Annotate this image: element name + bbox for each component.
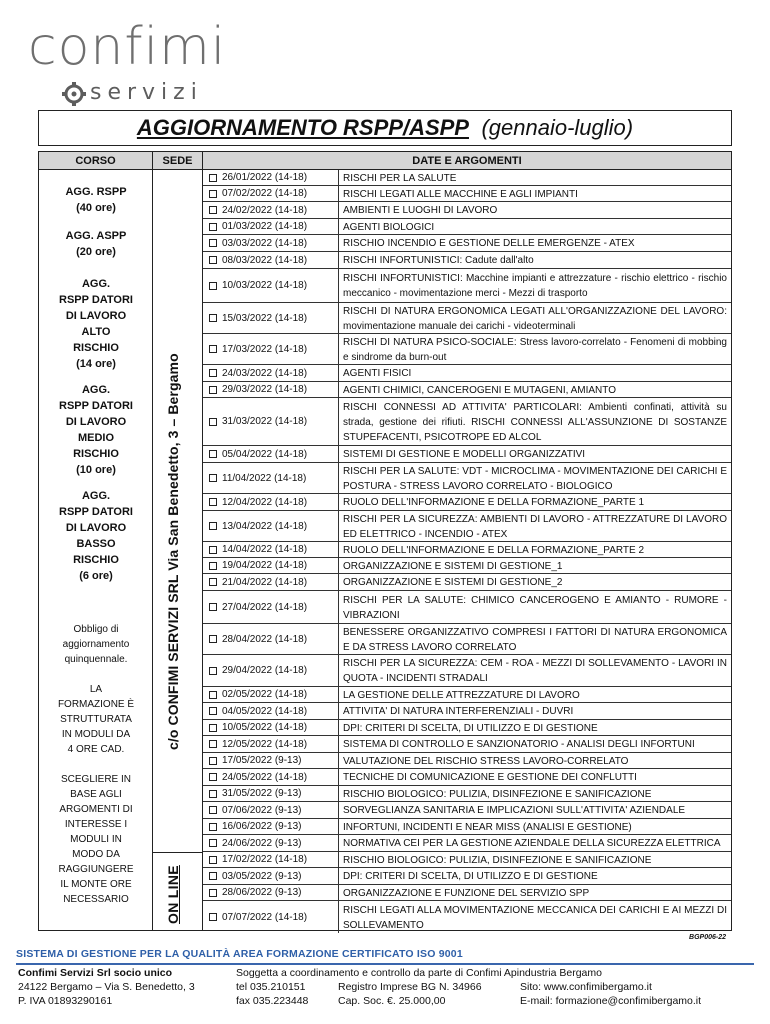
course-line: RISCHIO — [73, 554, 119, 566]
session-topic: VALUTAZIONE DEL RISCHIO STRESS LAVORO-CORRELATO — [343, 755, 629, 767]
session-checkbox[interactable] — [209, 872, 217, 880]
session-row — [203, 655, 731, 687]
note-line: IL MONTE ORE — [60, 879, 132, 890]
session-date: 13/04/2022 (14-18) — [222, 520, 308, 532]
session-date: 24/05/2022 (14-18) — [222, 771, 308, 783]
session-checkbox[interactable] — [209, 603, 217, 611]
session-row — [203, 494, 731, 511]
session-topic-cell — [339, 655, 731, 686]
session-row — [203, 446, 731, 463]
session-row — [203, 769, 731, 786]
note-line: STRUTTURATA — [60, 714, 132, 725]
session-checkbox[interactable] — [209, 190, 217, 198]
session-row — [203, 463, 731, 494]
session-checkbox[interactable] — [209, 522, 217, 530]
session-date-cell — [203, 624, 339, 654]
footer-rule — [16, 963, 754, 965]
session-checkbox[interactable] — [209, 256, 217, 264]
document-period: (gennaio-luglio) — [481, 115, 634, 140]
session-checkbox[interactable] — [209, 691, 217, 699]
session-topic-cell — [339, 819, 731, 834]
session-date-cell — [203, 186, 339, 201]
session-row — [203, 365, 731, 382]
session-topic-cell — [339, 687, 731, 702]
session-checkbox[interactable] — [209, 498, 217, 506]
session-date-cell — [203, 202, 339, 218]
session-date-cell — [203, 720, 339, 735]
note-line: MODULI IN — [70, 834, 122, 845]
session-topic: AMBIENTI E LUOGHI DI LAVORO — [343, 205, 498, 216]
session-date-cell — [203, 334, 339, 364]
session-topic: BENESSERE ORGANIZZATIVO COMPRESI I FATTORI DI NATURA ERGONOMICA E DA STRESS LAVORO CORRELATO — [343, 626, 727, 653]
session-checkbox[interactable] — [209, 282, 217, 290]
course-line: AGG. ASPP — [65, 230, 127, 242]
session-row — [203, 186, 731, 202]
session-date-cell — [203, 736, 339, 752]
course-hours: (20 ore) — [76, 246, 116, 258]
sede-online: ON LINE — [165, 865, 181, 924]
session-topic: ATTIVITA' DI NATURA INTERFERENZIALI - DUVRI — [343, 706, 574, 717]
course-datori-medio — [39, 382, 153, 478]
session-date: 02/05/2022 (14-18) — [222, 689, 308, 700]
session-row — [203, 624, 731, 655]
course-datori-alto — [39, 276, 153, 372]
logo-subword: servizi — [90, 80, 203, 105]
session-date: 12/04/2022 (14-18) — [222, 496, 308, 508]
schedule-table — [38, 151, 732, 931]
sede-divider — [153, 852, 203, 853]
session-date: 04/05/2022 (14-18) — [222, 705, 308, 717]
session-checkbox[interactable] — [209, 790, 217, 798]
session-row — [203, 720, 731, 736]
document-code: BGP006-22 — [689, 934, 726, 941]
note-obbligo — [39, 622, 153, 667]
course-line: BASSO — [76, 538, 116, 550]
document-title-box — [38, 110, 732, 146]
session-checkbox[interactable] — [209, 223, 217, 231]
session-row — [203, 901, 731, 933]
session-date: 26/01/2022 (14-18) — [222, 172, 308, 183]
session-checkbox[interactable] — [209, 757, 217, 765]
note-line: LA — [89, 684, 103, 695]
note-line: NECESSARIO — [63, 894, 129, 905]
session-topic-cell — [339, 802, 731, 818]
header-sede: SEDE — [153, 152, 203, 170]
session-date: 17/02/2022 (14-18) — [222, 854, 308, 865]
session-topic-cell — [339, 219, 731, 234]
session-date: 05/04/2022 (14-18) — [222, 448, 308, 460]
session-date-cell — [203, 703, 339, 719]
session-checkbox[interactable] — [209, 174, 217, 182]
footer-fax: fax 035.223448 — [236, 995, 309, 1007]
session-topic: RUOLO DELL'INFORMAZIONE E DELLA FORMAZIONE_PARTE 2 — [343, 544, 645, 556]
session-checkbox[interactable] — [209, 562, 217, 570]
session-checkbox[interactable] — [209, 578, 217, 586]
session-checkbox[interactable] — [209, 345, 217, 353]
course-hours: (14 ore) — [76, 358, 116, 370]
session-date-cell — [203, 398, 339, 445]
session-topic: RISCHIO BIOLOGICO: PULIZIA, DISINFEZIONE E SANIFICAZIONE — [343, 854, 652, 866]
session-date-cell — [203, 753, 339, 768]
session-date: 16/06/2022 (9-13) — [222, 821, 302, 832]
session-topic-cell — [339, 542, 731, 557]
session-row — [203, 819, 731, 835]
session-date-cell — [203, 819, 339, 834]
session-date: 17/03/2022 (14-18) — [222, 343, 308, 355]
course-line: AGG. — [81, 384, 111, 396]
session-checkbox[interactable] — [209, 889, 217, 897]
session-checkbox[interactable] — [209, 839, 217, 847]
note-line: IN MODULI DA — [61, 729, 131, 740]
session-date-cell — [203, 170, 339, 185]
session-checkbox[interactable] — [209, 806, 217, 814]
footer-address: 24122 Bergamo – Via S. Benedetto, 3 — [18, 981, 195, 993]
session-topic: RISCHI LEGATI ALLA MOVIMENTAZIONE MECCANICA DEI CARICHI E AI MEZZI DI SOLLEVAMENTO — [343, 904, 727, 931]
note-line: aggiornamento — [62, 639, 130, 650]
session-date: 17/05/2022 (9-13) — [222, 755, 302, 766]
session-topic-cell — [339, 269, 731, 302]
session-row — [203, 511, 731, 542]
session-date: 29/04/2022 (14-18) — [222, 665, 308, 676]
session-topic-cell — [339, 558, 731, 573]
session-topic-cell — [339, 753, 731, 768]
session-date-cell — [203, 769, 339, 785]
session-date: 28/04/2022 (14-18) — [222, 633, 308, 645]
session-row — [203, 235, 731, 252]
session-topic-cell — [339, 334, 731, 364]
session-topic-cell — [339, 398, 731, 445]
session-topic: RISCHI LEGATI ALLE MACCHINE E AGLI IMPIANTI — [343, 188, 578, 200]
session-topic: AGENTI BIOLOGICI — [343, 221, 435, 233]
session-checkbox[interactable] — [209, 740, 217, 748]
session-date-cell — [203, 655, 339, 686]
session-topic: SISTEMA DI CONTROLLO E SANZIONATORIO - ANALISI DEGLI INFORTUNI — [343, 739, 695, 750]
course-line: RISCHIO — [73, 448, 119, 460]
session-date-cell — [203, 852, 339, 867]
session-row — [203, 542, 731, 558]
session-topic-cell — [339, 303, 731, 333]
session-topic: RISCHI INFORTUNISTICI: Macchine impianti e attrezzature - rischio elettrico - rischio meccanico - movimentazione merci - Mezzi di trasporto — [343, 273, 727, 299]
note-line: MODO DA — [72, 849, 120, 860]
session-topic: RISCHI DI NATURA PSICO-SOCIALE: Stress lavoro-correlato - Fenomeni di mobbing e sindrome da burn-out — [343, 336, 727, 363]
session-row — [203, 558, 731, 574]
course-line: RSPP DATORI — [59, 400, 133, 412]
session-topic: ORGANIZZAZIONE E SISTEMI DI GESTIONE_2 — [343, 577, 563, 588]
course-hours: (10 ore) — [76, 464, 116, 476]
course-line: DI LAVORO — [65, 416, 127, 428]
session-checkbox[interactable] — [209, 823, 217, 831]
session-topic-cell — [339, 769, 731, 785]
note-line: INTERESSE I — [64, 819, 128, 830]
session-row — [203, 202, 731, 219]
session-topic-cell — [339, 852, 731, 867]
footer-company: Confimi Servizi Srl socio unico — [18, 967, 173, 979]
logo-wordmark: confimi — [28, 17, 227, 77]
session-date-cell — [203, 558, 339, 573]
session-topic: RISCHI INFORTUNISTICI: Cadute dall'alto — [343, 255, 534, 266]
session-topic-cell — [339, 868, 731, 884]
session-topic-cell — [339, 885, 731, 900]
session-date: 27/04/2022 (14-18) — [222, 601, 308, 613]
course-line: RISCHIO — [73, 342, 119, 354]
session-checkbox[interactable] — [209, 386, 217, 394]
footer-capsoc: Cap. Soc. €. 25.000,00 — [338, 995, 446, 1007]
session-checkbox[interactable] — [209, 773, 217, 781]
session-topic: RISCHIO BIOLOGICO: PULIZIA, DISINFEZIONE E SANIFICAZIONE — [343, 788, 652, 800]
session-date: 19/04/2022 (14-18) — [222, 560, 308, 571]
session-date: 01/03/2022 (14-18) — [222, 221, 308, 232]
session-topic: ORGANIZZAZIONE E FUNZIONE DEL SERVIZIO SPP — [343, 887, 590, 899]
session-topic-cell — [339, 252, 731, 268]
course-rspp — [39, 184, 153, 216]
session-checkbox[interactable] — [209, 707, 217, 715]
sede-column — [153, 170, 203, 930]
session-row — [203, 835, 731, 852]
confimi-servizi-logo — [28, 17, 268, 105]
session-date: 21/04/2022 (14-18) — [222, 576, 308, 588]
footer-email: E-mail: formazione@confimibergamo.it — [520, 995, 702, 1007]
session-row — [203, 885, 731, 901]
session-date-cell — [203, 494, 339, 510]
note-scegliere — [39, 772, 153, 907]
footer-website: Sito: www.confimibergamo.it — [520, 981, 652, 993]
session-date-cell — [203, 901, 339, 933]
course-line: ALTO — [81, 326, 111, 338]
session-topic: RISCHI PER LA SALUTE — [343, 172, 457, 184]
session-date-cell — [203, 382, 339, 397]
session-topic: TECNICHE DI COMUNICAZIONE E GESTIONE DEI CONFLUTTI — [343, 772, 637, 783]
session-topic-cell — [339, 574, 731, 590]
course-line: AGG. — [81, 278, 111, 290]
session-checkbox[interactable] — [209, 450, 217, 458]
session-date: 31/05/2022 (9-13) — [222, 788, 302, 799]
session-topic-cell — [339, 365, 731, 381]
session-checkbox[interactable] — [209, 667, 217, 675]
session-date: 03/05/2022 (9-13) — [222, 870, 302, 882]
session-date: 12/05/2022 (14-18) — [222, 738, 308, 750]
course-column — [39, 170, 153, 930]
session-date-cell — [203, 446, 339, 462]
session-date: 10/05/2022 (14-18) — [222, 722, 308, 733]
session-date: 15/03/2022 (14-18) — [222, 312, 308, 324]
session-row — [203, 786, 731, 802]
session-topic: ORGANIZZAZIONE E SISTEMI DI GESTIONE_1 — [343, 560, 563, 572]
session-date-cell — [203, 687, 339, 702]
document-title: AGGIORNAMENTO RSPP/ASPP — [136, 115, 469, 140]
session-row — [203, 252, 731, 269]
session-topic: RISCHI PER LA SICUREZZA: CEM - ROA - MEZZI DI SOLLEVAMENTO - LAVORI IN QUOTA - INCIDENTI STRADALI — [343, 658, 727, 684]
note-line: RAGGIUNGERE — [58, 864, 134, 875]
session-row — [203, 868, 731, 885]
session-topic: DPI: CRITERI DI SCELTA, DI UTILIZZO E DI GESTIONE — [343, 722, 598, 734]
session-date-cell — [203, 574, 339, 590]
note-line: BASE AGLI — [70, 789, 122, 800]
session-row — [203, 170, 731, 186]
session-topic-cell — [339, 786, 731, 801]
session-checkbox[interactable] — [209, 314, 217, 322]
session-row — [203, 219, 731, 235]
session-checkbox[interactable] — [209, 474, 217, 482]
session-date: 28/06/2022 (9-13) — [222, 887, 302, 898]
session-date: 07/06/2022 (9-13) — [222, 804, 302, 816]
footer-piva: P. IVA 01893290161 — [18, 995, 113, 1007]
footer-tel: tel 035.210151 — [236, 981, 306, 993]
course-hours: (40 ore) — [76, 202, 116, 214]
session-date-cell — [203, 802, 339, 818]
session-topic-cell — [339, 736, 731, 752]
session-topic: RISCHIO INCENDIO E GESTIONE DELLE EMERGENZE - ATEX — [343, 238, 635, 249]
session-date-cell — [203, 542, 339, 557]
note-line: SCEGLIERE IN — [60, 774, 132, 785]
session-topic: RISCHI CONNESSI AD ATTIVITA' PARTICOLARI: Ambienti confinati, attività su strada, gestione dei rifiuti. RISCHI CONNESSI ALL'ASSUNZIONE DI SOSTANZE STUPEFACENTI, PSICOTROPE ED ALCOL — [343, 401, 727, 443]
session-topic-cell — [339, 463, 731, 493]
course-datori-basso — [39, 488, 153, 584]
session-date-cell — [203, 835, 339, 851]
session-topic: AGENTI FISICI — [343, 368, 412, 379]
note-line: quinquennale. — [64, 654, 128, 665]
gear-icon — [60, 82, 88, 106]
session-row — [203, 802, 731, 819]
session-topic: RUOLO DELL'INFORMAZIONE E DELLA FORMAZIONE_PARTE 1 — [343, 497, 645, 508]
header-corso: CORSO — [39, 152, 153, 170]
session-date: 03/03/2022 (14-18) — [222, 237, 308, 249]
session-topic-cell — [339, 703, 731, 719]
session-row — [203, 574, 731, 591]
session-topic-cell — [339, 835, 731, 851]
session-topic-cell — [339, 382, 731, 397]
session-date-cell — [203, 219, 339, 234]
session-topic: RISCHI PER LA SALUTE: VDT - MICROCLIMA - MOVIMENTAZIONE DEI CARICHI E POSTURA - STRESS LAVORO CORRELATO - BIOLOGICO — [343, 465, 727, 492]
session-topic: NORMATIVA CEI PER LA GESTIONE AZIENDALE DELLA SICUREZZA ELETTRICA — [343, 838, 721, 849]
session-row — [203, 398, 731, 446]
session-row — [203, 269, 731, 303]
footer-coordination: Soggetta a coordinamento e controllo da parte di Confimi Apindustria Bergamo — [236, 967, 602, 979]
session-topic: SISTEMI DI GESTIONE E MODELLI ORGANIZZATIVI — [343, 449, 586, 460]
session-date: 10/03/2022 (14-18) — [222, 280, 308, 291]
session-topic: RISCHI PER LA SICUREZZA: AMBIENTI DI LAVORO - ATTREZZATURE DI LAVORO ED ELETTRICO - INCENDIO - ATEX — [343, 513, 727, 540]
course-line: DI LAVORO — [65, 522, 127, 534]
session-checkbox[interactable] — [209, 635, 217, 643]
session-date-cell — [203, 235, 339, 251]
session-date: 07/07/2022 (14-18) — [222, 911, 308, 923]
note-line: Obbligo di — [73, 624, 119, 635]
session-checkbox[interactable] — [209, 206, 217, 214]
session-topic: RISCHI DI NATURA ERGONOMICA LEGATI ALL'ORGANIZZAZIONE DEL LAVORO: movimentazione manuale dei carichi - videoterminali — [343, 305, 727, 332]
session-checkbox[interactable] — [209, 369, 217, 377]
session-checkbox[interactable] — [209, 418, 217, 426]
session-topic-cell — [339, 494, 731, 510]
session-date: 31/03/2022 (14-18) — [222, 416, 308, 427]
session-row — [203, 703, 731, 720]
note-line: ARGOMENTI DI — [59, 804, 133, 815]
session-topic-cell — [339, 186, 731, 201]
session-date-cell — [203, 269, 339, 302]
session-date: 24/02/2022 (14-18) — [222, 204, 308, 216]
session-topic: RISCHI PER LA SALUTE: CHIMICO CANCEROGENO E AMIANTO - RUMORE - VIBRAZIONI — [343, 594, 727, 621]
session-row — [203, 382, 731, 398]
session-date: 24/03/2022 (14-18) — [222, 367, 308, 379]
session-row — [203, 303, 731, 334]
session-date: 07/02/2022 (14-18) — [222, 188, 308, 199]
session-date: 14/04/2022 (14-18) — [222, 544, 308, 555]
session-row — [203, 687, 731, 703]
course-line: DI LAVORO — [65, 310, 127, 322]
course-aspp — [39, 228, 153, 260]
session-topic: AGENTI CHIMICI, CANCEROGENI E MUTAGENI, AMIANTO — [343, 384, 616, 396]
session-checkbox[interactable] — [209, 239, 217, 247]
session-date-cell — [203, 365, 339, 381]
session-date-cell — [203, 591, 339, 623]
session-topic-cell — [339, 591, 731, 623]
session-date: 08/03/2022 (14-18) — [222, 254, 308, 266]
session-topic-cell — [339, 202, 731, 218]
footer-registro: Registro Imprese BG N. 34966 — [338, 981, 482, 993]
session-date-cell — [203, 786, 339, 801]
course-line: AGG. — [81, 490, 111, 502]
session-topic: DPI: CRITERI DI SCELTA, DI UTILIZZO E DI GESTIONE — [343, 871, 598, 882]
session-topic-cell — [339, 624, 731, 654]
sede-address: c/o CONFIMI SERVIZI SRL Via San Benedetto, 3 – Bergamo — [165, 353, 181, 750]
session-date-cell — [203, 511, 339, 541]
course-hours: (6 ore) — [79, 570, 113, 582]
course-line: MEDIO — [77, 432, 115, 444]
session-row — [203, 591, 731, 624]
session-date-cell — [203, 885, 339, 900]
course-line: AGG. RSPP — [65, 186, 127, 198]
session-topic-cell — [339, 720, 731, 735]
session-date: 11/04/2022 (14-18) — [222, 472, 307, 484]
session-topic-cell — [339, 446, 731, 462]
session-row — [203, 852, 731, 868]
course-line: RSPP DATORI — [59, 294, 133, 306]
note-line: 4 ORE CAD. — [67, 744, 125, 755]
session-topic-cell — [339, 901, 731, 933]
note-line: FORMAZIONE È — [57, 699, 135, 710]
course-line: RSPP DATORI — [59, 506, 133, 518]
session-row — [203, 753, 731, 769]
session-date: 29/03/2022 (14-18) — [222, 384, 308, 395]
session-checkbox[interactable] — [209, 856, 217, 864]
session-topic-cell — [339, 235, 731, 251]
session-topic: SORVEGLIANZA SANITARIA E IMPLICAZIONI SULL'ATTIVITA' AZIENDALE — [343, 805, 686, 816]
session-date: 24/06/2022 (9-13) — [222, 837, 302, 849]
session-checkbox[interactable] — [209, 913, 217, 921]
note-formazione — [39, 682, 153, 757]
sessions-list — [203, 170, 731, 933]
session-row — [203, 334, 731, 365]
session-topic-cell — [339, 511, 731, 541]
session-checkbox[interactable] — [209, 546, 217, 554]
session-date-cell — [203, 463, 339, 493]
session-checkbox[interactable] — [209, 724, 217, 732]
header-date-argomenti: DATE E ARGOMENTI — [203, 152, 731, 170]
session-date-cell — [203, 868, 339, 884]
quality-certification: SISTEMA DI GESTIONE PER LA QUALITÀ AREA FORMAZIONE CERTIFICATO ISO 9001 — [16, 948, 463, 960]
session-row — [203, 736, 731, 753]
session-topic-cell — [339, 170, 731, 185]
session-topic: INFORTUNI, INCIDENTI E NEAR MISS (ANALISI E GESTIONE) — [343, 821, 632, 833]
session-date-cell — [203, 252, 339, 268]
session-date-cell — [203, 303, 339, 333]
session-topic: LA GESTIONE DELLE ATTREZZATURE DI LAVORO — [343, 689, 580, 701]
